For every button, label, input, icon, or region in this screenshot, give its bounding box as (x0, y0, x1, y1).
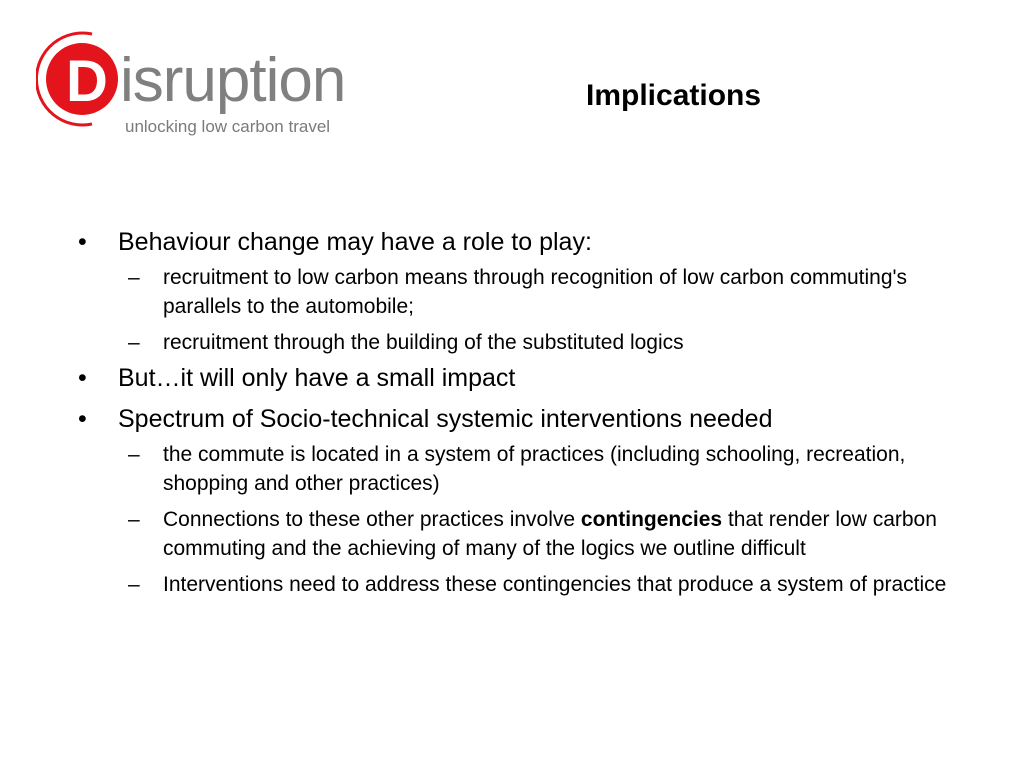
slide-title: Implications (586, 79, 762, 112)
text-segment: that render low carbon commuting and the achieving of many of the logics we outline difficult (163, 508, 937, 560)
bullet-dot-icon: • (78, 228, 87, 256)
logo-d-mark-icon (36, 28, 126, 128)
bullet-text: Behaviour change may have a role to play: (118, 228, 592, 256)
emphasis-text: contingencies (580, 508, 723, 531)
bullet-list (78, 226, 958, 606)
text-segment: Connections to these other practices involve (163, 508, 581, 531)
sub-bullet-text: the commute is located in a system of practices (including schooling, recreation, shopping and other practices) (163, 443, 906, 495)
dash-icon: – (128, 443, 140, 466)
bullet-item (78, 226, 958, 259)
sub-bullet-text: recruitment to low carbon means through recognition of low carbon commuting's parallels to the automobile; (163, 266, 908, 318)
bullet-dot-icon: • (78, 405, 87, 433)
disruption-logo (36, 28, 366, 143)
sub-bullet-item (78, 328, 958, 357)
sub-bullet-text (163, 508, 937, 560)
sub-bullet-item (78, 570, 958, 599)
sub-bullet-text: Interventions need to address these contingencies that produce a system of practice (163, 573, 947, 596)
bullet-item (78, 362, 958, 395)
logo-tagline: unlocking low carbon travel (125, 117, 331, 136)
dash-icon: – (128, 331, 140, 354)
sub-bullet-item (78, 263, 958, 321)
logo-letter: D (66, 49, 108, 114)
bullet-text: Spectrum of Socio-technical systemic interventions needed (118, 405, 773, 433)
sub-bullet-item (78, 440, 958, 498)
sub-bullet-text: recruitment through the building of the substituted logics (163, 331, 684, 354)
dash-icon: – (128, 508, 140, 531)
sub-bullet-item (78, 505, 958, 563)
bullet-item (78, 403, 958, 436)
bullet-text: But…it will only have a small impact (118, 364, 516, 392)
bullet-dot-icon: • (78, 364, 87, 392)
dash-icon: – (128, 573, 140, 596)
dash-icon: – (128, 266, 140, 289)
logo-wordmark: isruption (120, 46, 346, 115)
